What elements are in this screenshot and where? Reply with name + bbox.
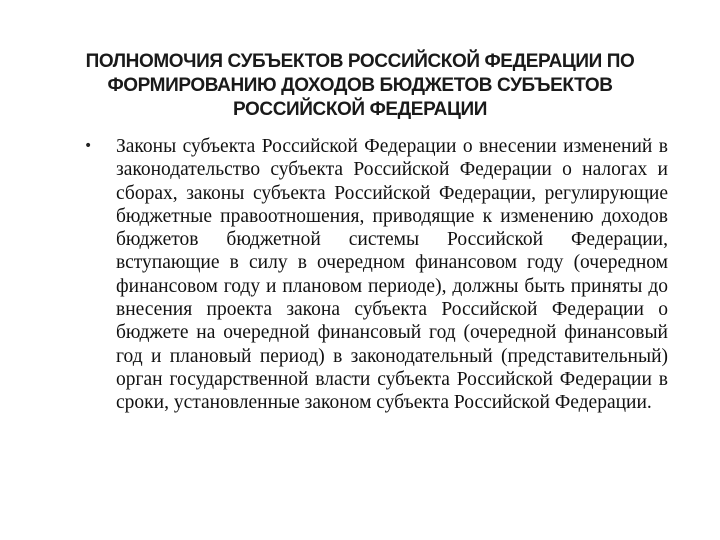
slide-title-line-2: ФОРМИРОВАНИЮ ДОХОДОВ БЮДЖЕТОВ СУБЪЕКТОВ (107, 75, 613, 96)
slide-title-line-1: ПОЛНОМОЧИЯ СУБЪЕКТОВ РОССИЙСКОЙ ФЕДЕРАЦИИ ПО (85, 51, 635, 72)
bullet-list (84, 135, 668, 415)
slide-title-line-3: РОССИЙСКОЙ ФЕДЕРАЦИИ (232, 99, 487, 120)
slide-title (40, 50, 680, 122)
bullet-dot-icon: • (84, 138, 93, 154)
bullet-text: Законы субъекта Российской Федерации о внесении изменений в законодательство субъекта Российской Федерации о налогах и сборах, законы субъекта Российской Федерации, регулирующие бюджетные правоотношения, приводящие к изменению доходов бюджетов бюджетной системы Российской Федерации, вступающие в силу в очередном финансовом году (очередном финансовом году и плановом периоде), должны быть приняты до внесения проекта закона субъекта Российской Федерации о бюджете на очередной финансовый год (очередной финансовый год и плановый период) в законодательный (представительный) орган государственной власти субъекта Российской Федерации в сроки, установленные законом субъекта Российской Федерации. (116, 136, 668, 414)
bullet-item (84, 135, 668, 415)
